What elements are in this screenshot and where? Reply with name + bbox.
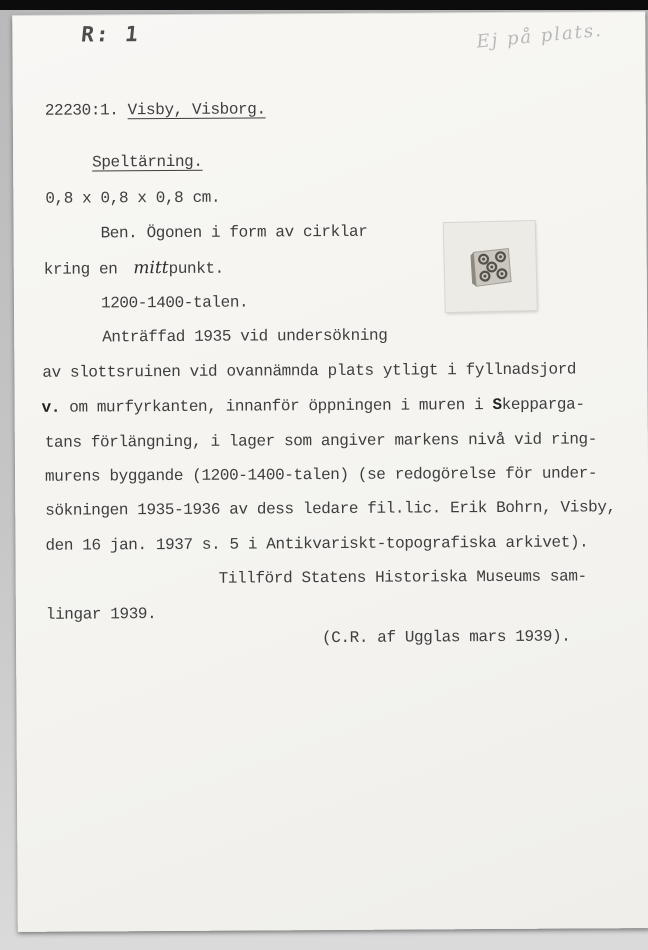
catalog-number: 22230:1. (44, 101, 128, 120)
material-line-2-typed-end: punkt. (168, 259, 224, 278)
material-line-2-typed: kring en (43, 260, 118, 279)
dating-line: 1200-1400-talen. (100, 293, 249, 313)
find-line-3-v: v. (41, 398, 61, 417)
object-title: Speltärning. (92, 152, 203, 172)
accession-line-1: Tillförd Statens Historiska Museums sam- (218, 567, 587, 588)
die-photo (444, 221, 537, 312)
signature-line: (C.R. af Ugglas mars 1939). (321, 627, 571, 648)
find-line-6: sökningen 1935-1936 av dess ledare fil.lic. Erik Bohrn, Visby, (45, 498, 616, 520)
handwritten-correction: mitt (133, 257, 169, 279)
find-line-7: den 16 jan. 1937 s. 5 i Antikvariskt-topografiska arkivet). (45, 533, 589, 555)
find-line-3-s: S (492, 395, 502, 415)
find-line-3 (42, 394, 585, 417)
dimensions-line: 0,8 x 0,8 x 0,8 cm. (45, 188, 221, 208)
registry-stamp: R: 1 (80, 22, 142, 47)
find-line-1: Anträffad 1935 vid undersökning (102, 326, 388, 347)
die-five-face-icon (467, 245, 514, 288)
material-line-2 (44, 258, 224, 280)
place-name: Visby, Visborg. (127, 100, 266, 120)
card-page (12, 11, 648, 932)
catalog-line (45, 99, 266, 120)
find-line-3-end: kepparga- (501, 395, 585, 414)
find-line-4: tans förlängning, i lager som angiver markens nivå vid ring- (44, 430, 597, 452)
find-line-5: murens byggande (1200-1400-talen) (se redogörelse för under- (44, 464, 598, 486)
scan-top-edge (0, 0, 648, 10)
find-line-2: av slottsruinen vid ovannämnda plats ytligt i fyllnadsjord (42, 360, 577, 382)
pencil-annotation: Ej på plats. (475, 19, 604, 53)
accession-line-2: lingar 1939. (45, 605, 157, 624)
material-line-1: Ben. Ögonen i form av cirklar (100, 222, 368, 243)
find-line-3-mid: om murfyrkanten, innanför öppningen i muren i (59, 396, 493, 417)
